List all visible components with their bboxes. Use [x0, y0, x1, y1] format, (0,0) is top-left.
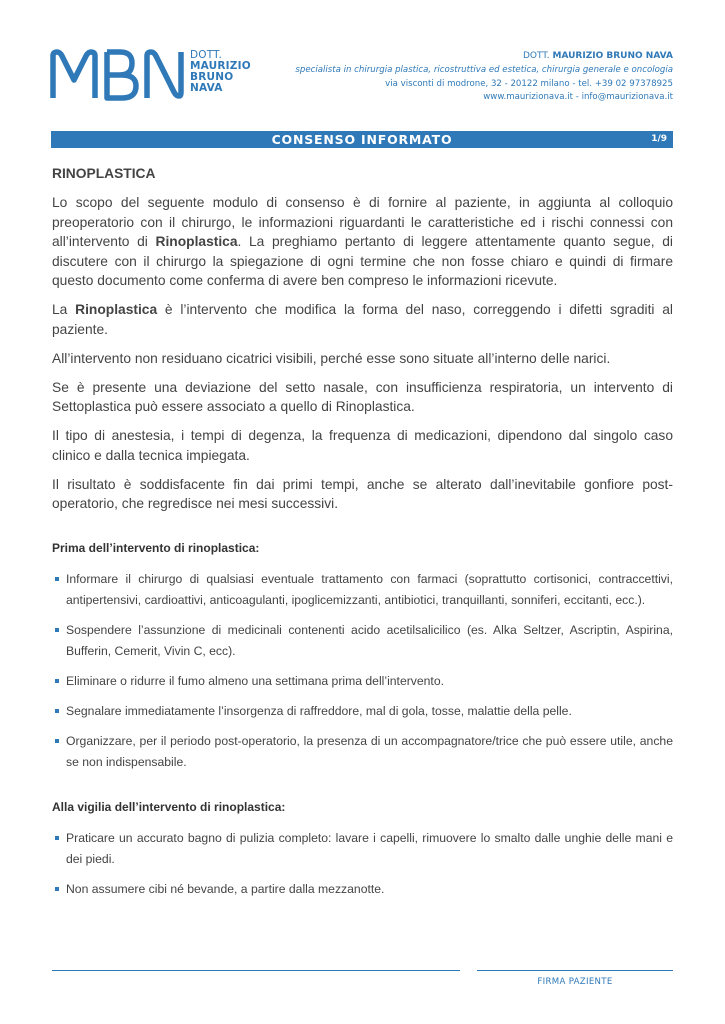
- paragraph: All’intervento non residuano cicatrici visibili, perché esse sono situate all’interno delle narici.: [52, 350, 611, 366]
- paragraph: Il tipo di anestesia, i tempi di degenza, la frequenza di medicazioni, dipendono dal singolo caso clinico e dalla tecnica impiegata.: [52, 428, 673, 463]
- list-item: [52, 569, 673, 611]
- address: via visconti di modrone, 32 - 20122 milano - tel. +39 02 97378925: [385, 78, 673, 89]
- document-title: CONSENSO INFORMATO: [271, 132, 453, 147]
- list-item: [52, 671, 673, 692]
- specialty: specialista in chirurgia plastica, ricostruttiva ed estetica, chirurgia generale e oncologia: [295, 64, 673, 75]
- list-item: [52, 620, 673, 662]
- logo-line: NAVA: [190, 82, 223, 94]
- doctor-name: [295, 50, 673, 64]
- document-body: [52, 166, 673, 909]
- logo-line: MAURIZIO: [190, 60, 251, 72]
- bullet-icon: [55, 836, 59, 840]
- list-item-text: Informare il chirurgo di qualsiasi eventuale trattamento con farmaci (soprattutto cortisonici, contraccettivi, antipertensivi, cardioattivi, anticoagulanti, ipoglicemizzanti, antibiotici, tranquillanti, sonniferi, eccitanti, ecc.).: [66, 571, 673, 607]
- paragraph: Se è presente una deviazione del setto nasale, con insufficienza respiratoria, un intervento di Settoplastica può essere associato a quello di Rinoplastica.: [52, 379, 673, 414]
- bullet-list: [52, 828, 673, 900]
- paragraph: [52, 300, 673, 339]
- web-contact: www.maurizionava.it - info@maurizionava.it: [483, 92, 673, 103]
- paragraph: Il risultato è soddisfacente fin dai primi tempi, anche se alterato dall’inevitabile gonfiore post-operatorio, che regredisce nei mesi successivi.: [52, 476, 673, 511]
- logo-line: BRUNO: [190, 71, 234, 83]
- bold-text: Rinoplastica: [155, 234, 238, 249]
- list-item: [52, 879, 673, 900]
- text: Lo scopo del seguente modulo di consenso è di fornire al paziente, in aggiunta al colloquio preoperatorio con il chirurgo, le informazioni riguardanti le caratteristiche ed i rischi connessi con all’intervento di: [52, 195, 673, 249]
- signature-line: [477, 970, 673, 971]
- list-item: [52, 828, 673, 870]
- list-item-text: Segnalare immediatamente l’insorgenza di raffreddore, mal di gola, tosse, malattie della pelle.: [66, 703, 572, 718]
- footer-divider: [52, 970, 460, 971]
- list-item-text: Non assumere cibi né bevande, a partire dalla mezzanotte.: [66, 881, 385, 896]
- bullet-list: [52, 569, 673, 773]
- logo-text: [190, 50, 251, 94]
- list-item-text: Praticare un accurato bagno di pulizia completo: lavare i capelli, rimuovere lo smalto dalle unghie delle mani e dei piedi.: [66, 830, 673, 866]
- section-title: Prima dell’intervento di rinoplastica:: [52, 540, 260, 555]
- text: La: [52, 302, 76, 317]
- list-item-text: Eliminare o ridurre il fumo almeno una settimana prima dell’intervento.: [66, 673, 444, 688]
- bullet-icon: [55, 709, 59, 713]
- logo: [50, 48, 251, 102]
- bullet-icon: [55, 577, 59, 581]
- section-title: Alla vigilia dell’intervento di rinoplastica:: [52, 799, 286, 814]
- page-number: 1/9: [651, 134, 667, 144]
- list-item: [52, 731, 673, 773]
- mbn-monogram-logo: [50, 48, 184, 102]
- bullet-icon: [55, 679, 59, 683]
- bullet-icon: [55, 887, 59, 891]
- list-item-text: Sospendere l’assunzione di medicinali contenenti acido acetilsalicilico (es. Alka Seltzer, Ascriptin, Aspirina, Bufferin, Cemerit, Vivin C, ecc).: [66, 622, 673, 658]
- bullet-icon: [55, 739, 59, 743]
- signature-label: FIRMA PAZIENTE: [537, 977, 613, 987]
- letterhead-contact: [295, 50, 673, 105]
- bold-text: Rinoplastica: [75, 302, 158, 317]
- bullet-icon: [55, 628, 59, 632]
- document-heading: RINOPLASTICA: [52, 166, 156, 181]
- text: . La preghiamo pertanto di leggere attentamente quanto segue, di discutere con il chirurgo la spiegazione di ogni termine che non fosse chiaro e quindi di firmare questo documento come conferma di avere ben compreso le informazioni ricevute.: [52, 234, 673, 288]
- paragraph: [52, 193, 673, 291]
- text: è l’intervento che modifica la forma del naso, correggendo i difetti sgraditi al paziente.: [52, 302, 673, 337]
- list-item: [52, 701, 673, 722]
- doctor-name-bold: MAURIZIO BRUNO NAVA: [552, 51, 673, 61]
- title-bar: [51, 131, 673, 148]
- doctor-prefix: DOTT.: [522, 51, 553, 61]
- list-item-text: Organizzare, per il periodo post-operatorio, la presenza di un accompagnatore/trice che può essere utile, anche se non indispensabile.: [66, 733, 673, 769]
- logo-line: DOTT.: [190, 49, 223, 61]
